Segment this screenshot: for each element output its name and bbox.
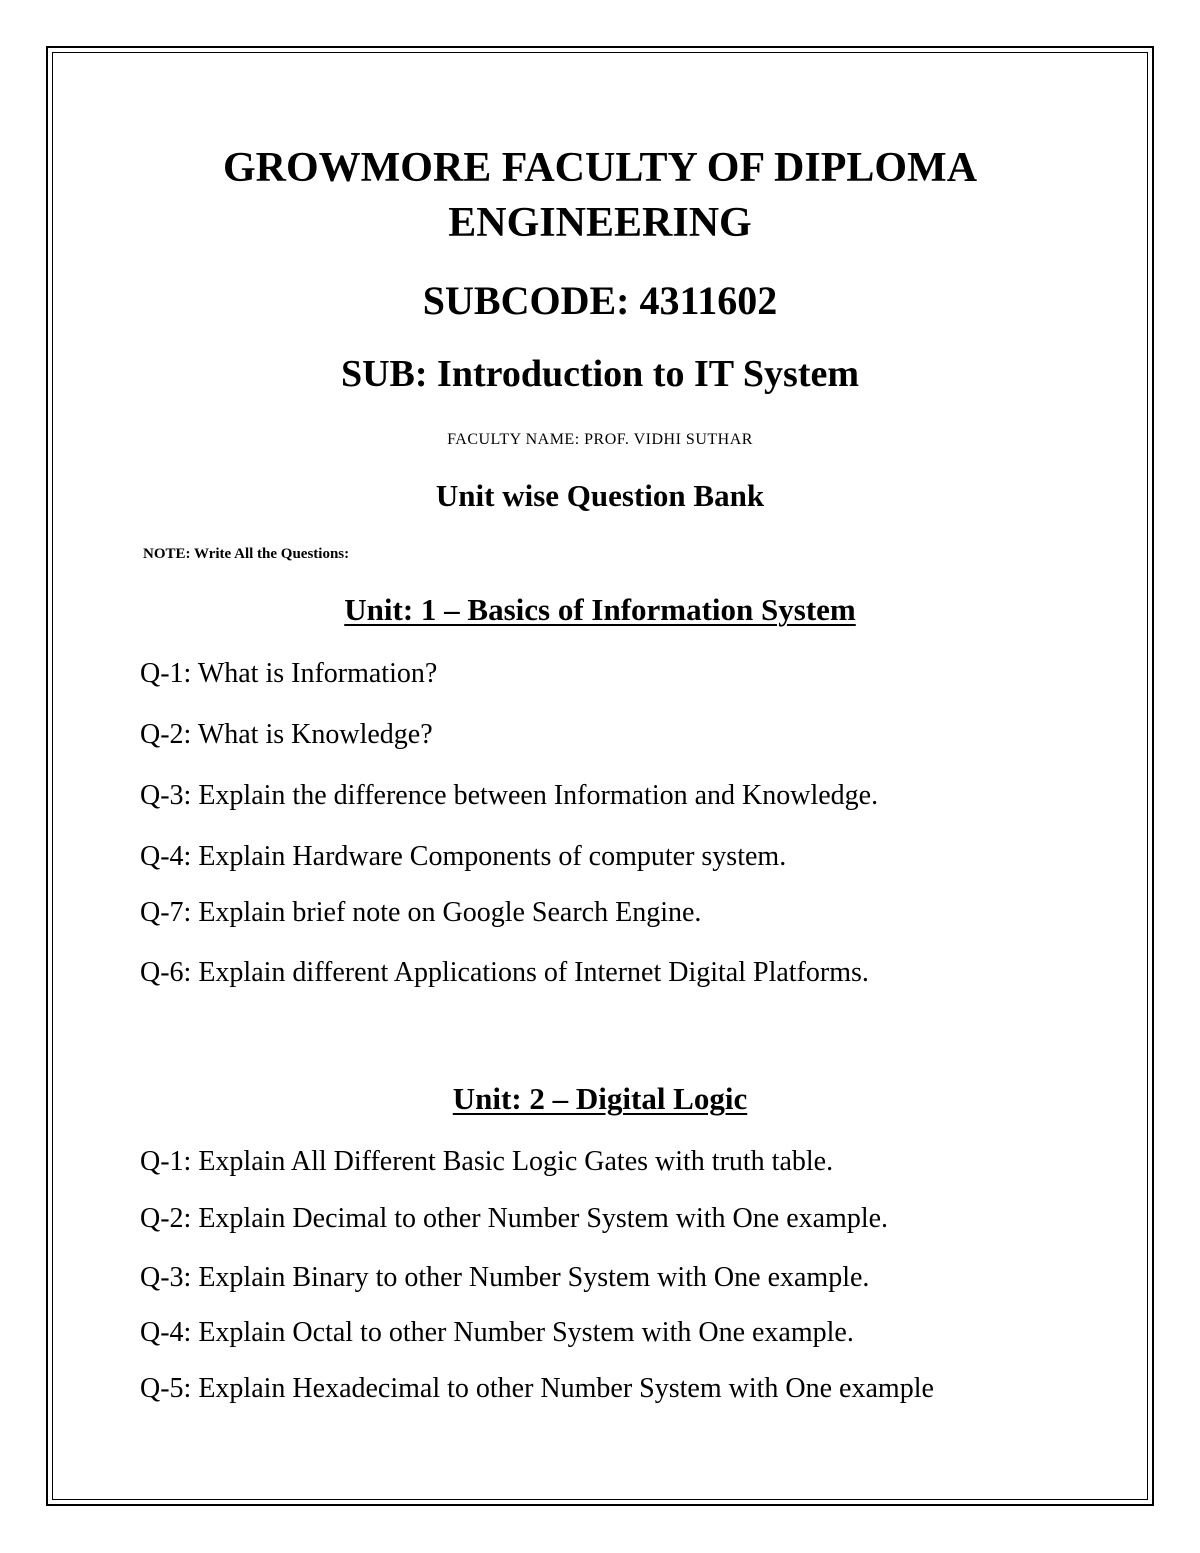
unit-2-question: Q-4: Explain Octal to other Number System with One example. [140, 1317, 854, 1348]
unit-2-question: Q-2: Explain Decimal to other Number System with One example. [140, 1203, 889, 1234]
question-bank-title: Unit wise Question Bank [435, 478, 765, 513]
institution-title-line2: ENGINEERING [448, 200, 752, 246]
unit-2-question: Q-5: Explain Hexadecimal to other Number System with One example [140, 1373, 934, 1404]
faculty-name: FACULTY NAME: PROF. VIDHI SUTHAR [447, 431, 753, 448]
unit-2-question: Q-3: Explain Binary to other Number System with One example. [140, 1262, 870, 1293]
subject-title: SUB: Introduction to IT System [340, 353, 859, 395]
unit-1-question: Q-4: Explain Hardware Components of computer system. [140, 841, 787, 872]
unit-1-question: Q-1: What is Information? [140, 658, 438, 689]
note-text: NOTE: Write All the Questions: [143, 546, 350, 562]
unit-2-heading: Unit: 2 – Digital Logic [452, 1081, 748, 1116]
unit-1-question: Q-2: What is Knowledge? [140, 719, 433, 750]
unit-1-question: Q-3: Explain the difference between Information and Knowledge. [140, 780, 879, 811]
unit-1-question: Q-7: Explain brief note on Google Search Engine. [140, 897, 702, 928]
unit-2-question: Q-1: Explain All Different Basic Logic Gates with truth table. [140, 1146, 834, 1177]
unit-1-question: Q-6: Explain different Applications of Internet Digital Platforms. [140, 957, 869, 988]
subject-code: SUBCODE: 4311602 [422, 278, 778, 323]
institution-title-line1: GROWMORE FACULTY OF DIPLOMA [222, 145, 978, 191]
unit-1-heading: Unit: 1 – Basics of Information System [344, 592, 856, 627]
